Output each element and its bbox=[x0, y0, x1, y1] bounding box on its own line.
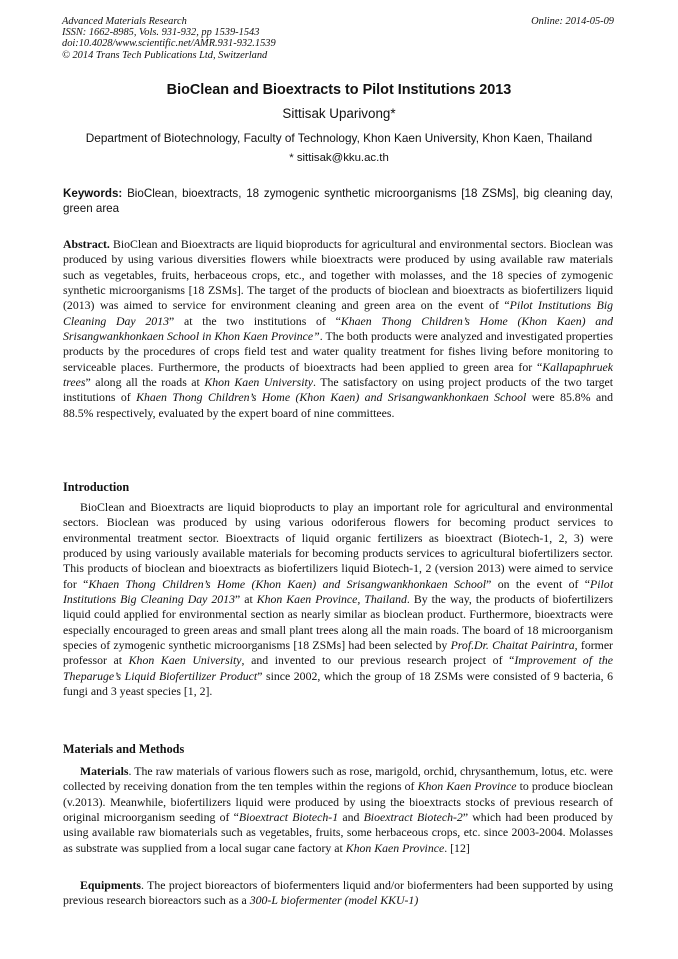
equipments-italic: 300-L biofermenter (model KKU-1) bbox=[249, 893, 419, 908]
online-date: Online: 2014-05-09 bbox=[531, 16, 614, 27]
materials-italic: Bioextract Biotech-2 bbox=[363, 810, 463, 825]
materials-text: . The raw materials of various flowers such as rose, marigold, orchid, chrysanthemum, lotus, etc. were collected by receiving donation from the ten temples within the regions of bbox=[63, 764, 613, 794]
intro-italic: Khaen Thong Children’s Home (Khon Kaen) and Srisangwankhonkaen School bbox=[88, 576, 487, 591]
intro-text: ” at bbox=[234, 592, 257, 607]
materials-italic: Khon Kaen Province bbox=[345, 840, 445, 855]
materials-text: ” which had been produced by using available raw biomaterials such as vegetables, fruits, some herbaceous crops, etc. since 2003-2004. Molasses as substrate was supplied from a local sugar cane factory at bbox=[63, 810, 613, 855]
methods-heading: Materials and Methods bbox=[63, 742, 185, 756]
materials-text: to produce bioclean (v.2013). Meanwhile, biofertilizers liquid were produced by using the bioextracts stocks of previous research of original microorganism seeding of “ bbox=[63, 779, 613, 825]
intro-italic: Khon Kaen University bbox=[128, 653, 242, 668]
intro-italic: Improvement of the Theparuge’s Liquid Biofertilizer Product bbox=[63, 653, 614, 683]
intro-text: , and invented to our previous research project of “ bbox=[241, 653, 515, 668]
intro-text: ” on the event of “ bbox=[486, 576, 591, 591]
intro-italic: Khon Kaen Province, Thailand bbox=[256, 592, 407, 607]
introduction-heading: Introduction bbox=[63, 480, 130, 494]
doi-line: doi:10.4028/www.scientific.net/AMR.931-932.1539 bbox=[62, 38, 276, 50]
author-name: Sittisak Uparivong* bbox=[282, 106, 396, 121]
abstract-italic: Pilot Institutions Big Cleaning Day 2013 bbox=[63, 298, 614, 328]
abstract-label: Abstract. bbox=[63, 237, 110, 251]
intro-text: ” since 2002, which the group of 18 ZSMs were consisted of 9 bacteria, 6 fungi and 3 yeast species [1, 2]. bbox=[63, 668, 613, 699]
abstract-text: ” along all the roads at bbox=[85, 375, 205, 390]
affiliation: Department of Biotechnology, Faculty of Technology, Khon Kaen University, Khon Kaen, Thailand bbox=[85, 131, 593, 145]
intro-text: BioClean and Bioextracts are liquid bioproducts to play an important role for agricultural and environmental sectors. Bioclean was produced by using various odoriferous flowers for becoming product services to environmental treatment sector. Bioextracts of liquid organic fertilizers as bioextract (Biotech-1, 2, 3) were produced by using variously available materials for becoming products services to agricultural biofertilizers sector. This products of bioclean and bioextracts as biofertilizers liquid Biotech-1, 2 (version 2013) were aimed to service for “ bbox=[63, 500, 613, 591]
abstract-text: . The satisfactory on using project products of the two target institutions of bbox=[63, 375, 613, 405]
intro-text: , former professor at bbox=[63, 638, 613, 668]
author-email: * sittisak@kku.ac.th bbox=[289, 152, 389, 164]
paper-title: BioClean and Bioextracts to Pilot Institutions 2013 bbox=[166, 82, 512, 98]
journal-name: Advanced Materials Research bbox=[62, 16, 187, 27]
abstract-text: . The both products were analyzed and investigated properties products by the procedures of crops field test and water quality treatment for fishes living before monitoring to serviceable places. Furthermore, the products of bioextracts had been applied to green area for “ bbox=[63, 329, 613, 374]
abstract-italic: Kallapaphruek trees bbox=[63, 359, 613, 390]
abstract-text: were 85.8% and 88.5% respectively, evaluated by the expert board of nine committees. bbox=[63, 390, 613, 420]
materials-paragraph bbox=[63, 764, 613, 856]
journal-header bbox=[62, 16, 276, 61]
copyright-line: © 2014 Trans Tech Publications Ltd, Switzerland bbox=[62, 49, 268, 61]
intro-italic: Prof.Dr. Chaitat Pairintra bbox=[450, 638, 575, 653]
equipments-label: Equipments bbox=[80, 878, 141, 892]
abstract-italic: Khaen Thong Children’s Home (Khon Kaen) and Srisangwankhonkaen School bbox=[136, 390, 527, 405]
equipments-paragraph bbox=[63, 878, 613, 909]
abstract-italic: Khaen Thong Children’s Home (Khon Kaen) and Srisangwankhonkaen School in Khon Kaen Province” bbox=[63, 313, 613, 344]
introduction-paragraph bbox=[63, 500, 613, 699]
materials-italic: Khon Kaen Province bbox=[417, 779, 517, 794]
materials-label: Materials bbox=[80, 764, 129, 778]
abstract-text: ” at the two institutions of “ bbox=[169, 313, 341, 328]
intro-italic: Pilot Institutions Big Cleaning Day 2013 bbox=[63, 576, 613, 607]
materials-text: and bbox=[338, 810, 364, 825]
keywords-label: Keywords: bbox=[63, 187, 123, 200]
abstract-text: BioClean and Bioextracts are liquid bioproducts for agricultural and environmental sectors. Bioclean was produced by using various diversities flowers while bioextracts were produced by using available raw materials such as vegetables, fruits, herbaceous crops, etc., and together with molasses, and the 18 species of zymogenic synthetic microorganisms [18 ZSMs]. The target of the products of bioclean and bioextracts as biofertilizers liquid (2013) was aimed to service for environment cleaning and green area on the event of “ bbox=[63, 237, 613, 313]
equipments-text: . The project bioreactors of biofermenters liquid and/or biofermenters had been supported by using previous research bioreactors such as a bbox=[63, 878, 613, 908]
issn-line: ISSN: 1662-8985, Vols. 931-932, pp 1539-1543 bbox=[62, 27, 260, 39]
keywords-text: BioClean, bioextracts, 18 zymogenic synthetic microorganisms [18 ZSMs], big cleaning day, green area bbox=[63, 187, 613, 216]
abstract-italic: Khon Kaen University bbox=[204, 375, 313, 390]
materials-italic: Bioextract Biotech-1 bbox=[238, 810, 339, 825]
abstract bbox=[63, 237, 613, 421]
materials-text: . [12] bbox=[444, 840, 470, 855]
intro-text: . By the way, the products of biofertilizers liquid could applied for environmental section as nearly similar as bioclean product. Furthermore, bioextracts were especially encouraged to green areas and small plant trees along all the main roads. The board of 18 microorganism species of zymogenic synthetic microorganisms [18 ZSMs] had been selected by bbox=[63, 592, 613, 653]
keywords bbox=[63, 186, 613, 217]
